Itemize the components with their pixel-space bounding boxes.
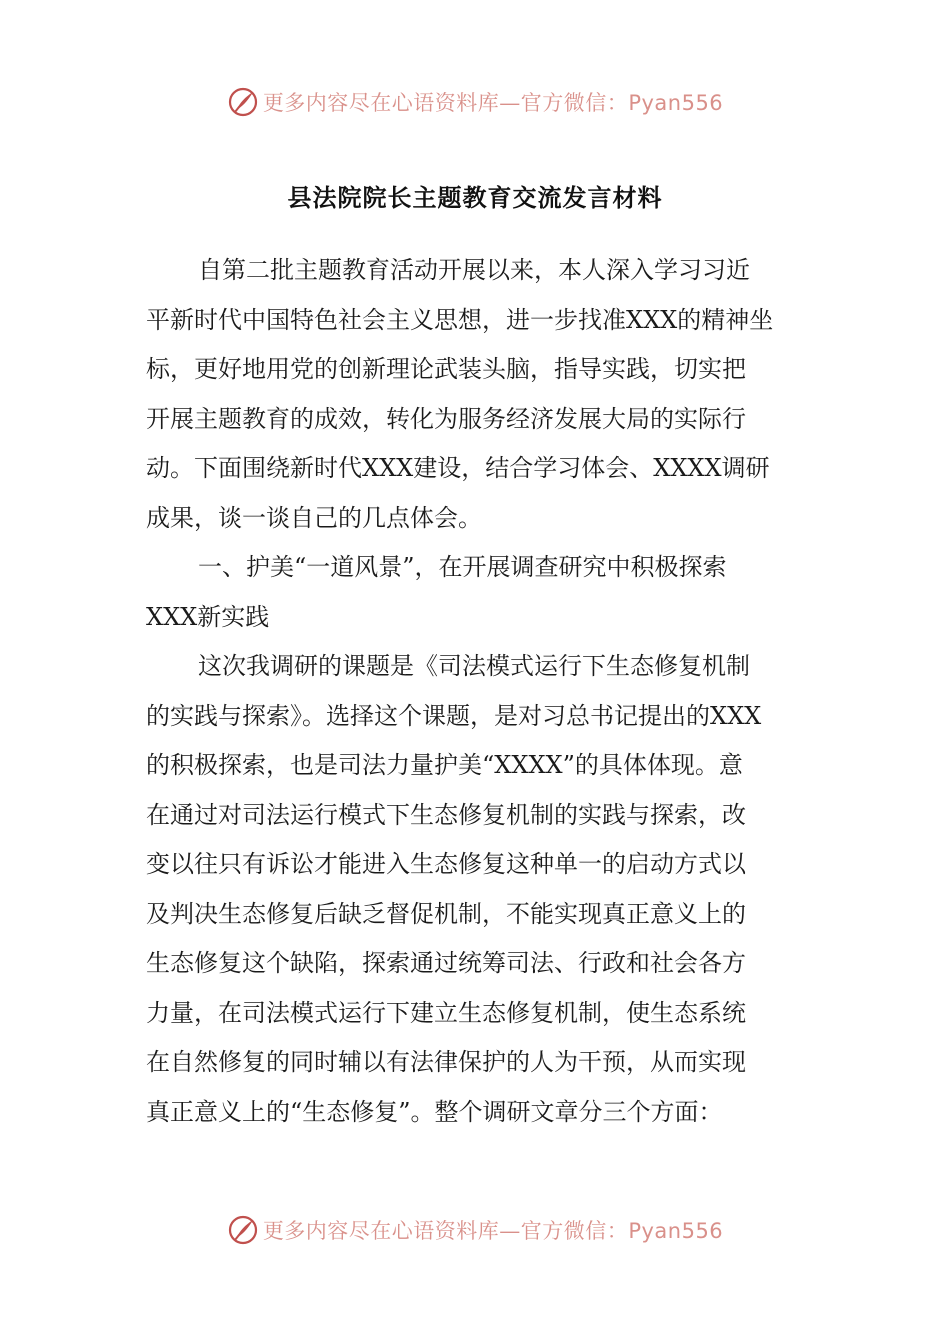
paragraph-line: 的实践与探索》。选择这个课题，是对习总书记提出的XXX [146, 701, 762, 730]
paragraph-line: 自第二批主题教育活动开展以来，本人深入学习习近 [198, 256, 750, 284]
section-heading-line: XXX新实践 [146, 602, 270, 631]
quill-logo-icon [227, 1214, 259, 1246]
watermark-text: 更多内容尽在心语资料库—官方微信：Pyan556 [262, 91, 724, 115]
document-body [146, 246, 808, 1137]
header-watermark [0, 82, 950, 122]
paragraph-line: 在自然修复的同时辅以有法律保护的人为干预，从而实现 [146, 1048, 746, 1076]
paragraph-line: 真正意义上的“生态修复”。整个调研文章分三个方面： [146, 1097, 723, 1126]
paragraph-line: 及判决生态修复后缺乏督促机制，不能实现真正意义上的 [146, 899, 746, 928]
watermark-text: 更多内容尽在心语资料库—官方微信：Pyan556 [262, 1219, 724, 1243]
document-title: 县法院院长主题教育交流发言材料 [287, 183, 663, 212]
quill-logo-icon [227, 86, 259, 118]
footer-watermark [0, 1210, 950, 1250]
paragraph-line: 标，更好地用党的创新理论武装头脑，指导实践，切实把 [146, 355, 746, 383]
paragraph-line: 平新时代中国特色社会主义思想，进一步找准XXX的精神坐 [146, 305, 774, 334]
paragraph-line: 在通过对司法运行模式下生态修复机制的实践与探索，改 [146, 800, 746, 829]
paragraph-line: 的积极探索，也是司法力量护美“XXXX”的具体体现。意 [146, 751, 743, 779]
paragraph-line: 这次我调研的课题是《司法模式运行下生态修复机制 [198, 652, 750, 680]
paragraph-line: 成果，谈一谈自己的几点体会。 [146, 503, 482, 532]
section-heading-line: 一、护美“一道风景”，在开展调查研究中积极探索 [198, 553, 727, 581]
paragraph-line: 力量，在司法模式运行下建立生态修复机制，使生态系统 [146, 998, 746, 1027]
paragraph-line: 变以往只有诉讼才能进入生态修复这种单一的启动方式以 [146, 850, 746, 878]
paragraph-line: 生态修复这个缺陷，探索通过统筹司法、行政和社会各方 [146, 949, 746, 977]
paragraph-line: 开展主题教育的成效，转化为服务经济发展大局的实际行 [146, 404, 746, 433]
paragraph-line: 动。下面围绕新时代XXX建设，结合学习体会、XXXX调研 [146, 454, 770, 482]
